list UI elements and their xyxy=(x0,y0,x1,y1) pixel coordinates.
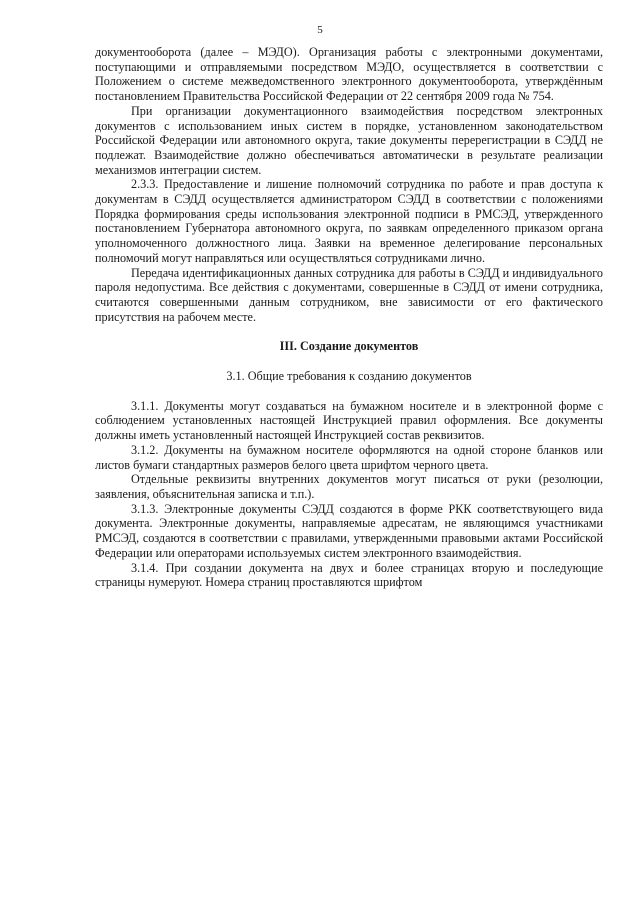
paragraph-2-3-3: 2.3.3. Предоставление и лишение полномочий сотрудника по работе и прав доступа к документам в СЭДД осуществляется администратором СЭДД в соответствии с положениями Порядка формирования среды использования электронной подписи в РМСЭД, утвержденного постановлением Губернатора автономного округа, по заявкам определенного приказом органа уполномоченного должностного лица. Заявки на временное делегирование персональных полномочий могут направляться или осуществляться сотрудниками лично. xyxy=(95,177,603,265)
document-body xyxy=(95,45,603,590)
section-heading: III. Создание документов xyxy=(279,339,419,354)
paragraph-credentials: Передача идентификационных данных сотрудника для работы в СЭДД и индивидуального пароля недопустима. Все действия с документами, совершенные в СЭДД от имени сотрудника, считаются совершенными данным сотрудником, вне зависимости от его фактического присутствия на рабочем месте. xyxy=(95,265,603,324)
paragraph-3-1-1: 3.1.1. Документы могут создаваться на бумажном носителе и в электронной форме с соблюдением установленных настоящей Инструкцией правил оформления. Все документы должны иметь установленный настоящей Инструкцией состав реквизитов. xyxy=(95,398,603,443)
page-number: 5 xyxy=(317,24,323,36)
paragraph-3-1-3: 3.1.3. Электронные документы СЭДД создаются в форме РКК соответствующего вида документа. Электронные документы, направляемые адресатам, не являющимся участниками РМСЭД, создаются в соответствии с правилами, утвержденными правовыми актами Российской Федерации или операторами используемых систем электронного взаимодействия. xyxy=(95,501,603,560)
paragraph-medo-continuation: документооборота (далее – МЭДО). Организация работы с электронными документами, поступающими и отправляемыми посредством МЭДО, осуществляется в соответствии с Положением о системе межведомственного электронного документооборота, утверждённым постановлением Правительства Российской Федерации от 22 сентября 2009 года № 754. xyxy=(95,45,603,104)
paragraph-3-1-2: 3.1.2. Документы на бумажном носителе оформляются на одной стороне бланков или листов бумаги стандартных размеров белого цвета шрифтом черного цвета. xyxy=(95,442,603,472)
paragraph-integration: При организации документационного взаимодействия посредством электронных документов с использованием иных систем в порядке, установленном законодательством Российской Федерации или автономного округа, такие документы перерегистрации в СЭДД не подлежат. Взаимодействие должно обеспечиваться автоматически в результате реализации механизмов интеграции систем. xyxy=(95,103,603,177)
paragraph-handwritten-details: Отдельные реквизиты внутренних документов могут писаться от руки (резолюции, заявления, объяснительная записка и т.п.). xyxy=(95,472,603,501)
paragraph-3-1-4: 3.1.4. При создании документа на двух и более страницах вторую и последующие страницы нумеруют. Номера страниц проставляются шрифтом xyxy=(95,560,603,590)
subsection-heading: 3.1. Общие требования к созданию документов xyxy=(226,369,472,384)
